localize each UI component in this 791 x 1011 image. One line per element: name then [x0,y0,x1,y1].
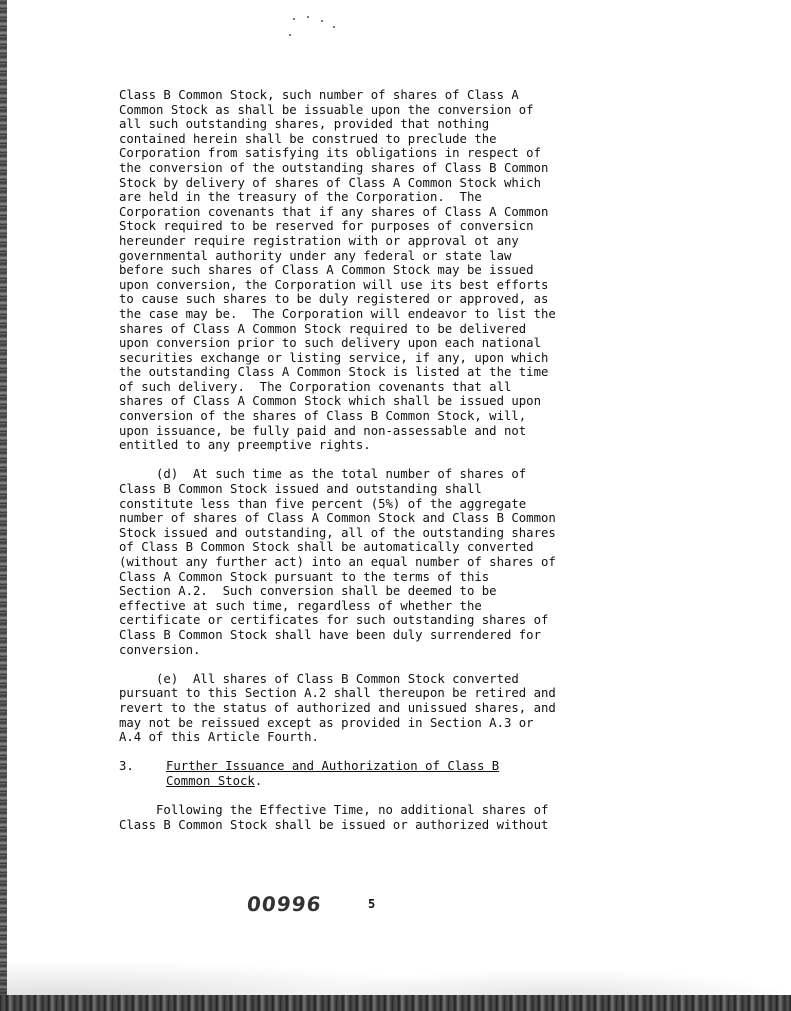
text-line: Following the Effective Time, no additional shares of [119,803,549,818]
text-line: upon issuance, be fully paid and non-assessable and not [119,423,527,438]
section-heading [119,759,659,788]
text-line: (without any further act) into an equal number of shares of [119,555,556,569]
text-line: upon conversion prior to such delivery upon each national [119,336,541,351]
paragraph-continuation [119,88,659,453]
paragraph-d [119,467,659,657]
page-number: 5 [368,897,376,911]
text-line: are held in the treasury of the Corporation. The [119,190,482,205]
text-line: to cause such shares to be duly registered or approved, as [119,292,549,307]
paragraph-e [119,672,659,745]
text-line: the outstanding Class A Common Stock is listed at the time [119,365,549,380]
scan-edge-left [0,0,7,1011]
text-line: Corporation covenants that if any shares of Class A Common [119,204,549,219]
text-line: (e) All shares of Class B Common Stock converted [119,671,519,686]
text-line: the conversion of the outstanding shares of Class B Common [119,160,549,175]
paragraph-following [119,803,659,832]
text-line: Stock issued and outstanding, all of the outstanding shares [119,525,556,540]
text-line: before such shares of Class A Common Stock may be issued [119,263,534,278]
text-line: upon conversion, the Corporation will use its best efforts [119,277,549,292]
text-line: A.4 of this Article Fourth. [119,730,319,745]
text-line: pursuant to this Section A.2 shall thereupon be retired and [119,686,556,701]
section-title-period: . [254,773,263,788]
section-number: 3. [119,759,134,774]
text-line: Common Stock as shall be issuable upon the conversion of [119,102,534,117]
scan-noise-bottom [0,935,791,995]
text-line: of such delivery. The Corporation covenants that all [119,379,512,394]
text-line: the case may be. The Corporation will endeavor to list the [119,306,556,321]
scan-edge-bottom [0,995,791,1011]
text-line: shares of Class A Common Stock which shall be issued upon [119,394,541,409]
text-line: may not be reissued except as provided in Section A.3 or [119,715,534,730]
text-line: revert to the status of authorized and unissued shares, and [119,700,556,715]
text-line: hereunder require registration with or approval ot any [119,233,519,248]
text-line: effective at such time, regardless of whether the [119,598,482,613]
text-line: conversion of the shares of Class B Common Stock, will, [119,409,527,424]
text-line: Class B Common Stock issued and outstanding shall [119,482,482,497]
text-line: securities exchange or listing service, if any, upon which [119,350,549,365]
text-line: conversion. [119,642,201,657]
document-stamp-number: 00996 [245,892,323,916]
text-line: Section A.2. Such conversion shall be deemed to be [119,584,497,599]
text-line: of Class B Common Stock shall be automatically converted [119,540,534,555]
text-line: Stock required to be reserved for purposes of conversicn [119,219,534,234]
text-line: entitled to any preemptive rights. [119,438,371,453]
text-line: shares of Class A Common Stock required to be delivered [119,321,527,336]
text-line: Class B Common Stock shall have been duly surrendered for [119,627,541,642]
scan-specks [285,14,345,44]
section-title-line-1: Further Issuance and Authorization of Class B [166,759,500,774]
text-line: all such outstanding shares, provided that nothing [119,117,490,132]
text-line: Corporation from satisfying its obligations in respect of [119,146,541,161]
text-line: Class B Common Stock shall be issued or authorized without [119,817,549,832]
text-line: Class B Common Stock, such number of shares of Class A [119,88,519,102]
section-title-line-2: Common Stock [166,773,255,788]
text-line: Class A Common Stock pursuant to the terms of this [119,569,490,584]
text-line: (d) At such time as the total number of shares of [119,467,527,482]
text-line: governmental authority under any federal or state law [119,248,512,263]
text-line: constitute less than five percent (5%) of the aggregate [119,496,527,511]
text-line: certificate or certificates for such outstanding shares of [119,613,549,628]
text-line: number of shares of Class A Common Stock and Class B Common [119,511,556,526]
text-line: Stock by delivery of shares of Class A Common Stock which [119,175,541,190]
document-page [119,88,659,832]
text-line: contained herein shall be construed to preclude the [119,131,497,146]
